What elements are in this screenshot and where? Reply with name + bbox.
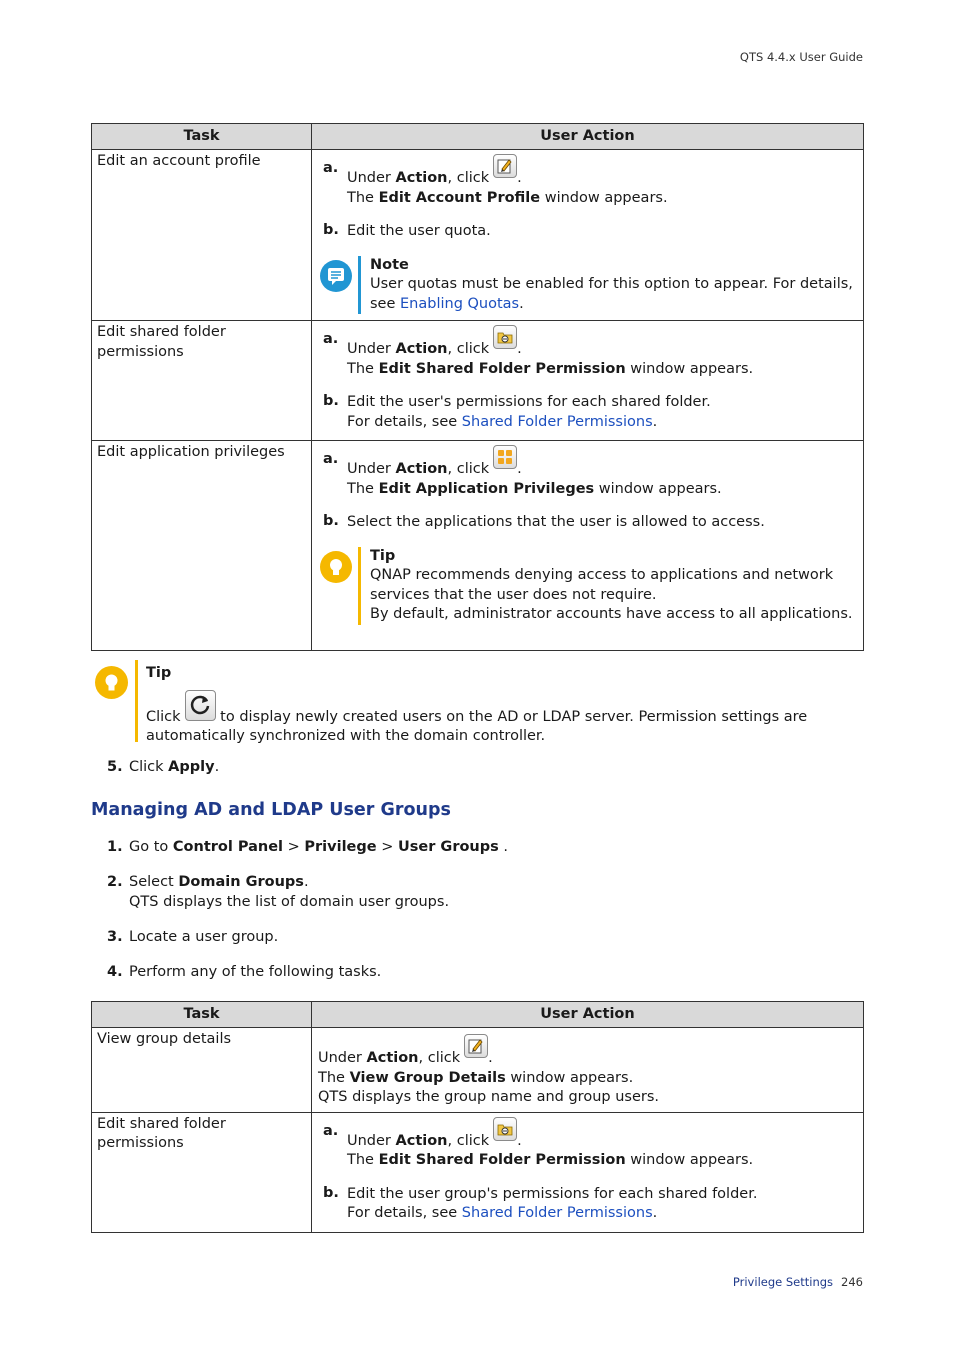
group-actions-table [91,1001,864,1233]
tip-callout: Tip QNAP recommends denying access to applications and network services that the user does not require. By default, administrator accounts have access to all applications. [320,547,857,625]
table-row [92,441,864,651]
task-cell: Edit an account profile [92,150,312,321]
shared-folder-permissions-link[interactable]: Shared Folder Permissions [461,413,653,430]
table-header-row [92,124,864,150]
shared-folder-permission-icon[interactable] [493,325,517,349]
refresh-icon[interactable] [185,690,216,721]
step-b: b. Edit the user quota. [323,222,491,239]
list-item: 4. Perform any of the following tasks. [107,964,382,980]
user-actions-table [91,123,864,651]
task-cell: Edit application privileges [92,441,312,651]
tip-title: Tip [146,665,172,681]
step-b: b. Edit the user's permissions for each shared folder. For details, see Shared Folder Permissions. [323,393,711,430]
edit-icon[interactable] [464,1034,488,1058]
table-row [92,150,864,321]
action-cell [312,441,864,651]
table-row [92,1112,864,1232]
list-item: 3. Locate a user group. [107,929,279,945]
column-header-task: Task [92,124,312,150]
task-cell: Edit shared folder permissions [92,1112,312,1232]
step-b: b. Select the applications that the user is allowed to access. [323,513,765,530]
step-a: a. Under Action, click . The Edit Shared Folder Permission window appears. [320,1123,857,1171]
task-cell: View group details [92,1028,312,1113]
section-heading: Managing AD and LDAP User Groups [91,800,451,820]
lightbulb-icon [95,666,128,699]
list-item: 5. Click Apply. [107,759,220,775]
action-cell [312,1112,864,1232]
page-footer [733,1275,863,1289]
table-row [92,321,864,441]
table-row [92,1028,864,1113]
note-icon [320,260,352,292]
shared-folder-permission-icon[interactable] [493,1117,517,1141]
tip-title: Tip [370,547,396,564]
note-callout: Note User quotas must be enabled for this option to appear. For details, see Enabling Quotas. [320,256,857,315]
column-header-user-action: User Action [312,1002,864,1028]
app-privileges-icon[interactable] [493,445,517,469]
page-number: 246 [841,1275,863,1289]
apply-label: Apply [168,759,215,775]
task-cell: Edit shared folder permissions [92,321,312,441]
edit-icon[interactable] [493,154,517,178]
column-header-task: Task [92,1002,312,1028]
note-title: Note [370,256,409,273]
action-cell: Under Action, click . The View Group Details window appears. QTS displays the group name and group users. [312,1028,864,1113]
list-item: 2. Select Domain Groups. QTS displays the list of domain user groups. [107,874,450,910]
column-header-user-action: User Action [312,124,864,150]
shared-folder-permissions-link[interactable]: Shared Folder Permissions [461,1205,653,1221]
enabling-quotas-link[interactable]: Enabling Quotas [400,295,520,312]
step-a: a. Under Action, click . The Edit Application Privileges window appears. [320,451,857,499]
action-cell [312,321,864,441]
step-a: a. Under Action, click . The Edit Shared Folder Permission window appears. [320,331,857,379]
step-b: b. Edit the user group's permissions for each shared folder. For details, see Shared Folder Permissions. [323,1184,758,1221]
footer-section[interactable]: Privilege Settings [732,1275,834,1289]
action-cell [312,150,864,321]
step-a: a. Under Action, click . The Edit Account Profile window appears. [320,160,857,208]
table-header-row [92,1002,864,1028]
running-header: QTS 4.4.x User Guide [739,50,863,64]
lightbulb-icon [320,551,352,583]
list-item: 1. Go to Control Panel > Privilege > User Groups . [107,839,508,855]
